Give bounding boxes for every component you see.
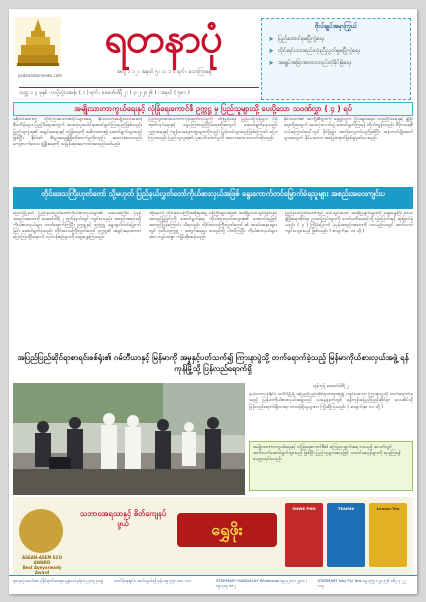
quote-item: ➤ ပြည်ထောင်စုမပြိုကွဲရေး	[268, 35, 325, 43]
general-quote-box	[261, 18, 411, 100]
arrow-icon: ➤	[268, 47, 274, 55]
story1-column: နိုင်ငံတော်၏ အကျိုးစီးပွားကို ရှေ့ရှုလျက် ငြိမ်းချမ်းရေး၊ တည်ငြိမ်ရေးနှင့် ဖွံ့ဖြိုးရေးတို့အတွက် အားလုံးလက်တွဲ ဆောင်ရွက်ကြရန် တိုက်တွန်းသည်။ ဒီမိုကရေစီလမ်းကြောင်းပေါ်တွင် ခိုင်မြဲစွာ ဆက်လျှောက်မည်ဖြစ်ပြီး အနာဂတ်မျိုးဆက်များအတွက် ခိုင်မာသော အခြေခံအုတ်မြစ်ချမှတ်ပေးမည်။	[283, 117, 413, 141]
quote-title: ဗိုလ်ချုပ်အမှာကြွယ်	[315, 23, 357, 30]
website-label: yadanarbonnews.com	[17, 73, 63, 78]
pagoda-emblem-icon	[15, 17, 61, 67]
quote-item: ➤ အချုပ်အခြာအာဏာတည်တံ့ခိုင်မြဲရေး	[268, 59, 352, 67]
product-pack: Lemon Tea	[369, 503, 407, 567]
footer-col: STARMART Nay Pyi Taw ၀၉-၄၅၅ ၁၂၃ ၄၅၆ ၀၆၇ ၄ ၂၂ ၁၁၃	[317, 578, 406, 588]
news-photo	[13, 383, 245, 495]
story3-body: နယ်သာလန်နိုင်ငံ ဒဟိဂ်မြို့ရှိ အပြည်ပြည်ဆိုင်ရာတရားရုံး၌ ကျင်းပသော ကြားနာပွဲသို့ တက်ရောက်ခဲ့သည့် မြန်မာကိုယ်စားလှယ်အဖွဲ့သည် ယနေ့နံနက်တွင် ရန်ကုန်အပြည်ပြည်ဆိုင်ရာ လေဆိပ်သို့ ပြန်လည်ရောက်ရှိလာရာ တာဝန်ရှိသူများက ကြိုဆိုကြသည်။ ( စာမျက်နှာ ၁၁ သို့ )	[249, 392, 413, 410]
byline: ရန်ကုန် ဖေဖော်ဝါရီ ၂	[313, 384, 349, 389]
product-pack: SHWE PHO	[285, 503, 323, 567]
advertisement[interactable]	[13, 497, 413, 575]
story1-column: ခရီးဝင်ဆင်းကူ လှိုင်ကြားသောအပိုင်းများအရ နိုင်ငံတော်အမျိုးသားအဆင့် စီမံကိန်းများ ပြည့်မီရေးအတွက် အားလုံးပူးပေါင်းဆောင်ရွက်ကြရမည်ဖြစ်သည်။ ပြည်သူလူထု၏ အခွင့်အရေးနှင့် လုံခြုံရေးကို အဓိကထား၍ ဆောင်ရွက်သွားမည်ဖြစ်ပြီး နိုင်ငံ၏ စီးပွားရေးဖွံ့ဖြိုးတိုးတက်မှုကိုလည်း အလေးထားသည်။ ကျေးလက်ဒေသ ဖွံ့ဖြိုးရေးကို အမြန်ဆုံးအကောင်အထည်ဖော်မည်။	[13, 117, 143, 148]
product-pack: TEAMIX	[327, 503, 365, 567]
quote-item: ➤ တိုင်းရင်းသားစည်းလုံးညီညွတ်မှုမပြိုကွဲရေး	[268, 47, 360, 55]
story3-headline[interactable]: အပြည်ပြည်ဆိုင်ရာစာရင်းစစ်ရုံး၏ ဂမ်ဘီယာနှင့် မြန်မာကို အမှုနှင့်ပတ်သက်၍ ကြားနာပွဲသို့ တက်ရောက်ခဲ့သည့် မြန်မာကိုယ်စားလှယ်အဖွဲ့ ရန်ကုန်မြို့သို့ ပြန်လည်ရောက်ရှိ	[17, 353, 409, 373]
footer-col: ကော်ပိုရေးရှင်း ၊ ဆက်သွယ်ရန် ဖုန်း ၀၉ ၄၅၀ ၀၀၀ ၁၁၁	[114, 578, 191, 583]
ad-brand-logo: ရွှေဖိုး	[177, 513, 277, 547]
story2-column: ပြည်နယ်လွှတ်တော်တွင် တင်သွင်းသော အဆိုပြုချက်များကို ဆွေးနွေးပြီး ဒေသဖွံ့ဖြိုးရေးဆိုင်ရာ ဥပဒေကြမ်းများကို ကော်မတီအဆင့်သို့ လွှဲပြောင်းရန် ဆုံးဖြတ်ခဲ့သည်။ ( ၃ ) ကြိမ်မြောက် ပုံမှန်အစည်းအဝေးကို လာမည့်လတွင် ဆက်လက် ကျင်းပသွားမည် ဖြစ်သည်။ ( စာမျက်နှာ ၁၁ သို့ )	[285, 211, 413, 235]
arrow-icon: ➤	[268, 35, 274, 43]
story1-headline[interactable]: အမျိုးသားကာကွယ်ရေးနှင့် လုံခြုံရေးကောင်စီ ဥက္ကဋ္ဌ မှ ပြည်သူများသို့ ပေးပို့သော သဝဏ်လွှာ ( ၄ ) ရပ်	[13, 102, 413, 116]
story2-column: မြောင်မြို့နယ် ပြည်နယ်လွှတ်တော်ကိုယ်စားလှယ်များ၏ ပထမအကြိမ် ပုံမှန်အစည်းအဝေးကို ဖေဖော်ဝါရီ ၂ ရက်နံနက်တွင် ကျင်းပသည်။ အစည်းအဝေးသို့ ကိုယ်စားလှယ်များ တက်ရောက်ကြပြီး ဥက္ကဋ္ဌနှင့် ဒုဥက္ကဋ္ဌ ရွေးချယ်တင်မြှောက်ခြင်း ဆောင်ရွက်ခဲ့သည်။ တိုင်းဒေသကြီးလွှတ်တော် ဥက္ကဋ္ဌ၏ အဖွင့်အမှာစကား ပြောကြားပြီးနောက် လုပ်ငန်းစဉ်များကို ဆွေးနွေးကြသည်။	[13, 211, 141, 241]
story1-body	[13, 117, 413, 185]
masthead	[9, 9, 417, 101]
award-label: ASEAN-ASEM ECO AWARD Best Ayeyarwady Award	[22, 555, 62, 575]
story1-column: ပြည်တွင်းစားသောက်ကုန်ထုတ်လုပ်မှုကို တိုးမြှင့်ရေး၊ ပြည်ပပို့ကုန်များ ပိုမိုထုတ်လုပ်ရေးနှင့် ငွေကြေးတည်ငြိမ်ရေးတို့အတွက် ဆောင်ရွက်နေသည်။ ပညာရေးနှင့် ကျန်းမာရေးကဏ္ဍများကိုလည်း မြှင့်တင်သွားမည်ဖြစ်ကြောင်း ပြောကြားသည်။ ပြည်သူလူထု၏ ပူးပေါင်းပါဝင်မှုကို အလေးထား တောင်းဆိုသည်။	[148, 117, 278, 141]
ad-slogan: သဘာဝအရသာနှင့် စိတ်ကျေနပ်ဖွယ်	[79, 509, 167, 528]
story2-headline[interactable]: တိုင်းဒေသကြီးဟုတ်တော် သို့မဟုတ် ပြည်နယ်လွှတ်တော်ကိုယ်စားလှယ်အဖြစ် ရွေးကောက်တင်မြှောက်ခံရသူများ အစည်းအဝေးကျင်းပ	[13, 187, 413, 209]
newspaper-page	[9, 9, 417, 594]
story2-column: ထို့နောက် တိုင်းဒေသကြီးအစိုးရအဖွဲ့ ဝန်ကြီးချုပ်အဖြစ် အဆိုပြုတင်သွင်းခြင်းနှင့် အတည်ပြုခြင်းကို ဆောင်ရွက်ခဲ့ရာ ကိုယ်စားလှယ်အများစု၏ ထောက်ခံမှုဖြင့် အတည်ပြုခဲ့ကြောင်း သိရသည်။ တိုင်းဒေသကြီးလွှတ်တော် ၏ အခမ်းအနားများတွင် ဒုတိယဥက္ကဋ္ဌ ၊ အတွင်းရေးမှူး စသည်တို့ ပါဝင်ကြပြီး ကိုယ်စားလှယ်များအား ကျမ်းသစ္စာ ကျိန်ဆိုစေခဲ့သည်။	[149, 211, 277, 241]
footer-info	[9, 575, 417, 594]
footer-col: STARMART MANDALAY Wholesale ၀၉-၄၂၀၁၁၂၃၀၀ / ၀၉-၄၀၃ ၈၈၂	[216, 578, 308, 588]
dateline: သတ္တ ၁ ၃ ခုနှစ် ၊ တပို့တွဲလဆန်း ( ၁ ) ရက် ၊ ဖေဖော်ဝါရီ ၂ ၊ ( ၃-၂-၂၀၂၆ ) ၊ အမှတ် ( ၅၈၁ )	[19, 87, 259, 97]
issue-info: အတွဲ ၁ ၁၂ ၊ အမှတ် ၅ ၊ လ ၁ ၁ ရက် ၊ သောကြာနေ့	[116, 69, 212, 75]
notice-box: အမျိုးသားကာကွယ်ရေးနှင့် လုံခြုံရေးကောင်စီ၏ ကြေညာချက်အရ လာမည့် အပတ်တွင် ဆက်လက်ဆောင်ရွက်သွားမည် ဖြစ်ပြီး ပြည်သူများအနေဖြင့် သတင်းအမှန်များကို ရယူကြရန် မေတ္တာရပ်ခံသည်။	[249, 441, 413, 491]
arrow-icon: ➤	[268, 59, 274, 67]
story2-body	[13, 211, 413, 351]
award-logo-icon	[19, 509, 63, 553]
newspaper-title: ရတနာပုံ	[104, 15, 222, 62]
footer-col: ရတနာပုံသတင်းစာ ပုံနှိပ်ထုတ်ဝေရေး၊ မန္တလေး ဖုန်း ၀၂-၄၀၃၂၁၀၉	[13, 578, 104, 583]
